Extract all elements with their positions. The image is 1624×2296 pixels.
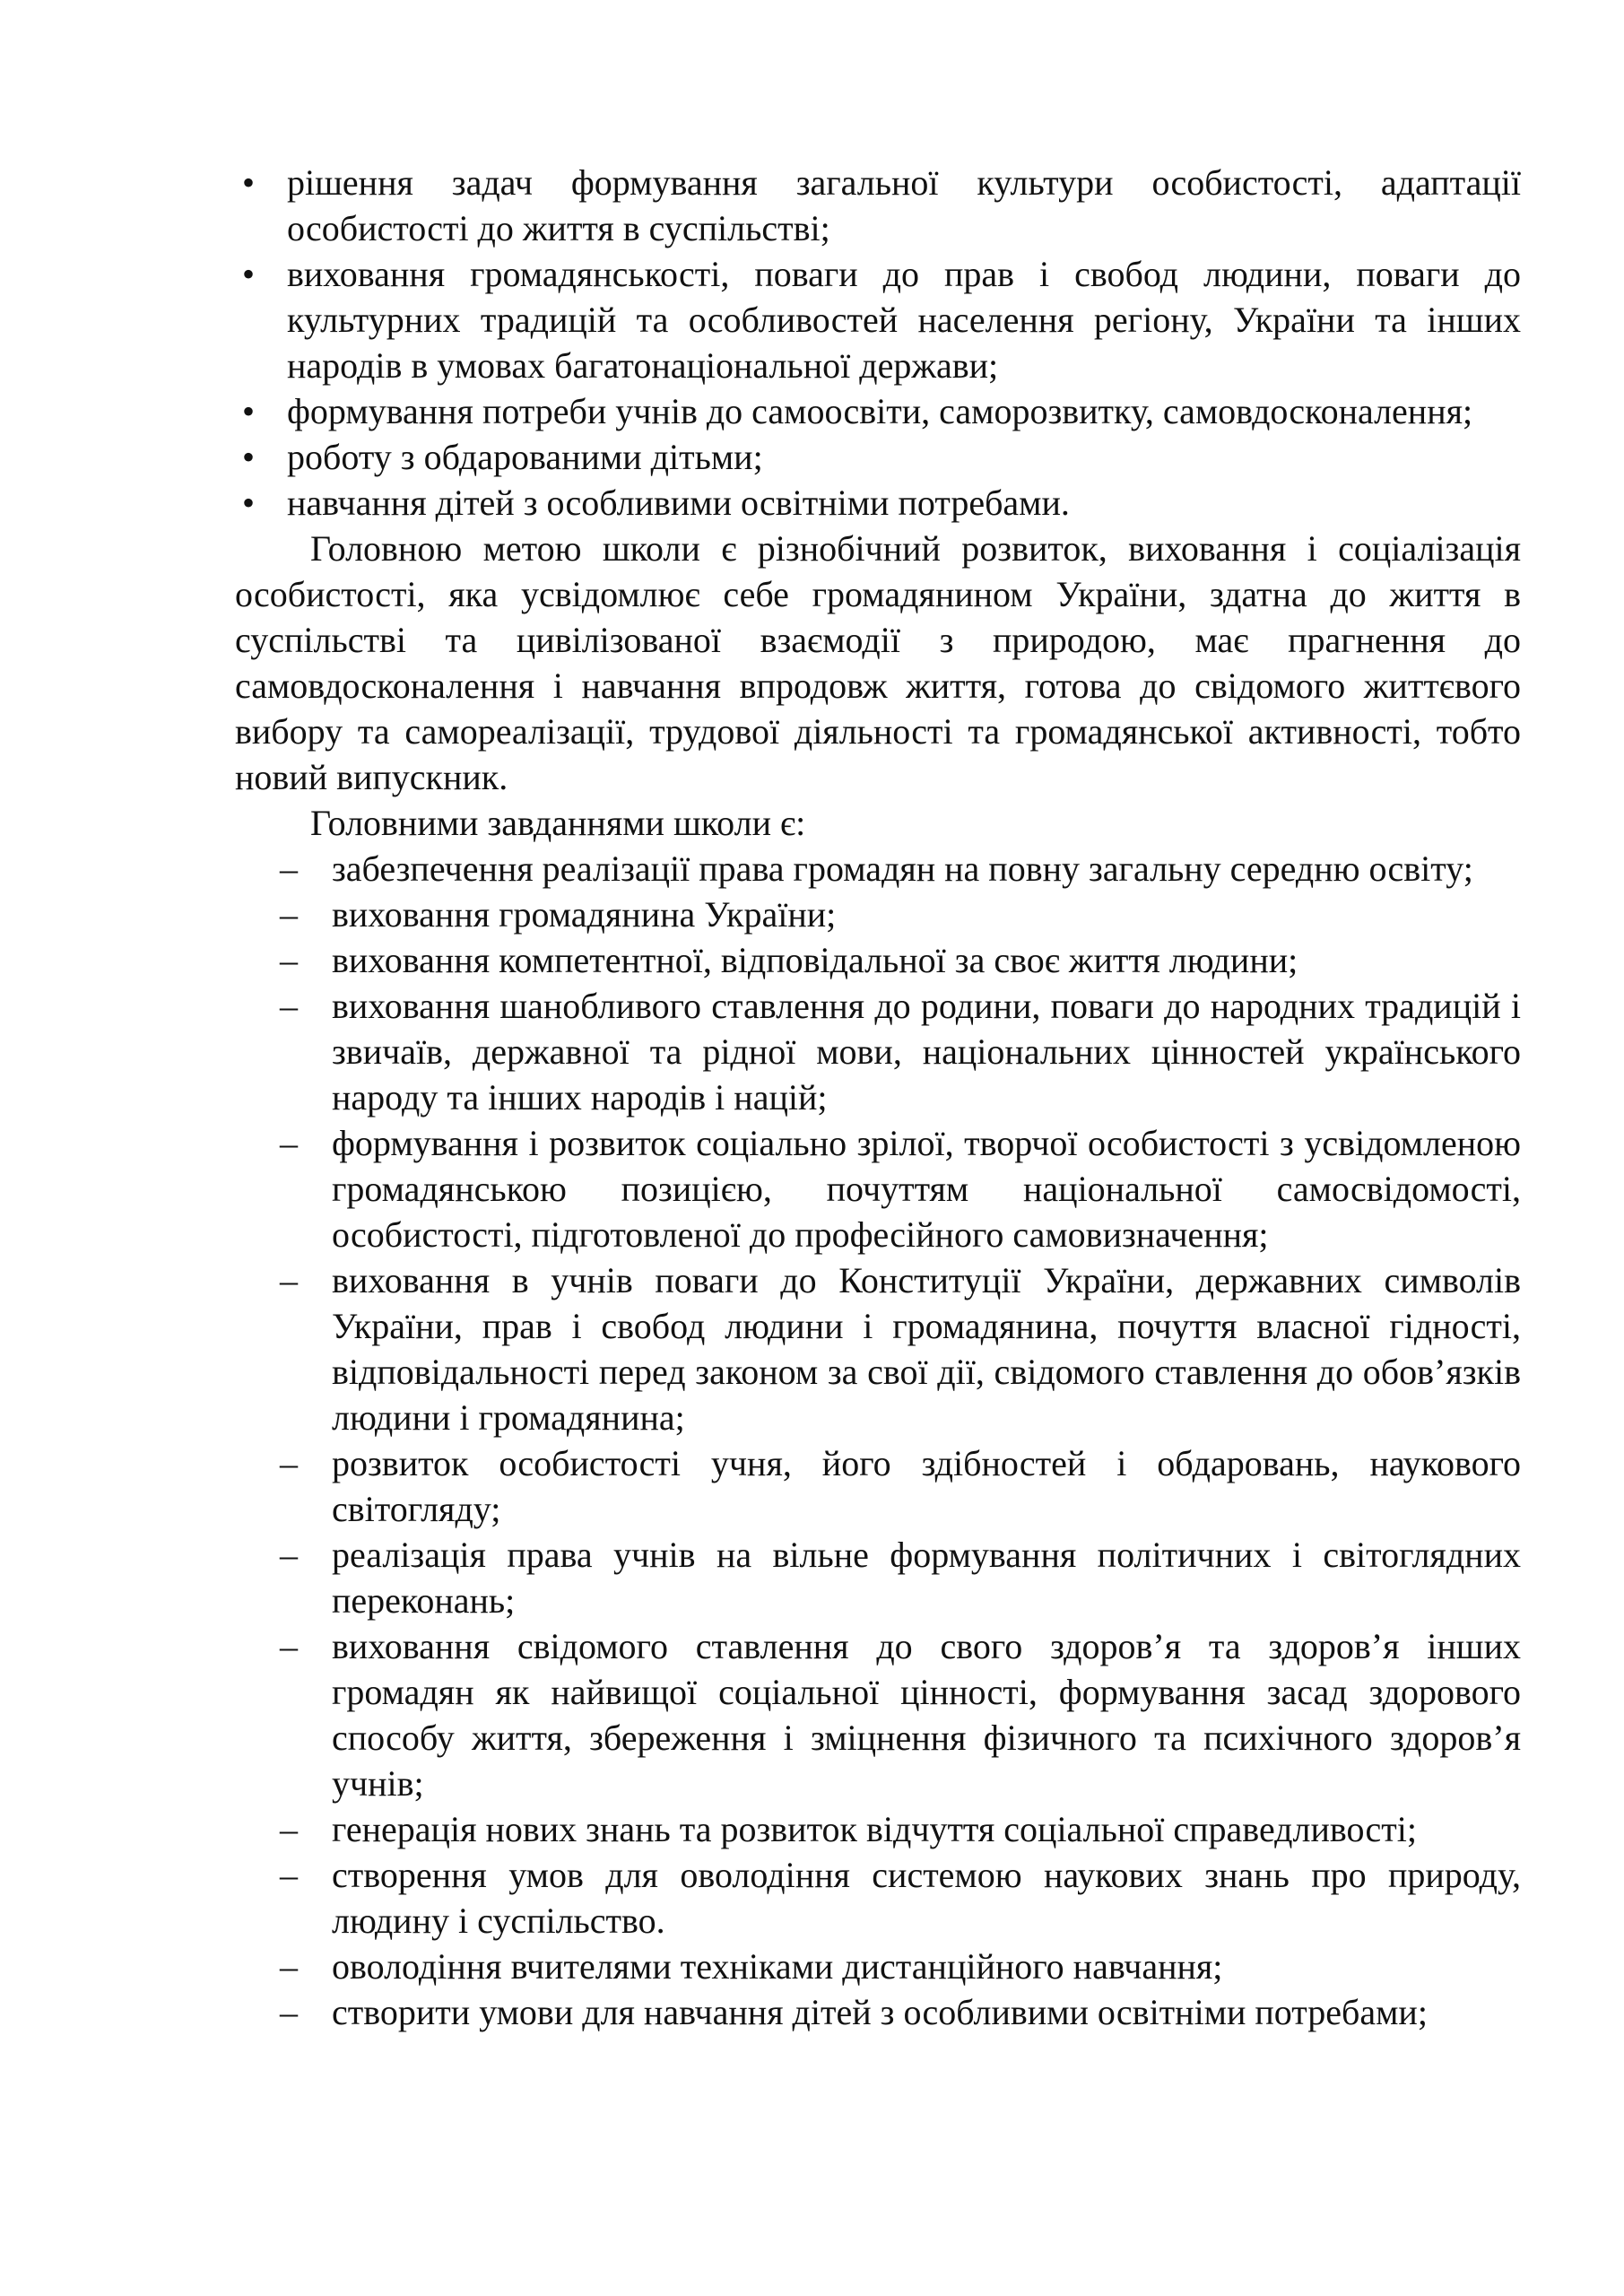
bullet-marker: • (241, 162, 255, 203)
list-item (280, 1806, 1521, 1852)
list-item (280, 1623, 1521, 1806)
list-item (235, 160, 1521, 251)
list-item-text: навчання дітей з особливими освітніми потребами. (287, 483, 1070, 523)
dash-marker: – (280, 1443, 298, 1483)
list-item-text: формування і розвиток соціально зрілої, творчої особистості з усвідомленою громадянською позицією, почуттям національної самосвідомості, особистості, підготовленої до професійного самовизначення; (332, 1123, 1521, 1255)
list-item-text: створення умов для оволодіння системою наукових знань про природу, людину і суспільство. (332, 1855, 1521, 1941)
dash-marker: – (280, 1946, 298, 1987)
list-item-text: виховання в учнів поваги до Конституції України, державних символів України, прав і свобод людини і громадянина, почуття власної гідності, відповідальності перед законом за свої дії, свідомого ставлення до обов’язків людини і громадянина; (332, 1260, 1521, 1438)
list-item-text: виховання свідомого ставлення до свого здоров’я та здоров’я інших громадян як найвищої соціальної цінності, формування засад здорового способу життя, збереження і зміцнення фізичного та психічного здоров’я учнів; (332, 1626, 1521, 1804)
list-item (280, 1440, 1521, 1532)
dash-marker: – (280, 1809, 298, 1849)
dash-marker: – (280, 1992, 298, 2032)
list-item-text: рішення задач формування загальної культури особистості, адаптації особистості до життя в суспільстві; (287, 162, 1521, 248)
list-item (235, 388, 1521, 434)
list-item (280, 891, 1521, 937)
list-item (280, 1120, 1521, 1257)
list-item (235, 434, 1521, 480)
list-item-text: роботу з обдарованими дітьми; (287, 437, 763, 477)
dash-marker: – (280, 1535, 298, 1575)
dash-marker: – (280, 1260, 298, 1300)
list-item-text: генерація нових знань та розвиток відчуття соціальної справедливості; (332, 1809, 1417, 1849)
list-item-text: створити умови для навчання дітей з особливими освітніми потребами; (332, 1992, 1428, 2032)
list-item (280, 1989, 1521, 2035)
list-item-text: реалізація права учнів на вільне формування політичних і світоглядних переконань; (332, 1535, 1521, 1621)
list-item (280, 1944, 1521, 1989)
list-item-text: виховання компетентної, відповідальної за своє життя людини; (332, 940, 1298, 980)
list-item-text: розвиток особистості учня, його здібностей і обдаровань, наукового світогляду; (332, 1443, 1521, 1529)
dash-marker: – (280, 1855, 298, 1895)
bullet-marker: • (241, 437, 255, 477)
list-item (280, 1852, 1521, 1944)
list-item-text: оволодіння вчителями техніками дистанційного навчання; (332, 1946, 1223, 1987)
list-item-text: формування потреби учнів до самоосвіти, саморозвитку, самовдосконалення; (287, 391, 1473, 431)
list-item (280, 846, 1521, 891)
list-item (280, 983, 1521, 1120)
dash-marker: – (280, 848, 298, 889)
bullet-list (235, 160, 1521, 526)
bullet-marker: • (241, 483, 255, 523)
list-item (280, 1532, 1521, 1623)
list-item-text: виховання громадянськості, поваги до прав і свобод людини, поваги до культурних традицій та особливостей населення регіону, України та інших народів в умовах багатонаціональної держави; (287, 254, 1521, 386)
tasks-intro-paragraph: Головними завданнями школи є: (310, 803, 806, 843)
list-item (280, 1257, 1521, 1440)
bullet-marker: • (241, 254, 255, 294)
list-item-text: виховання громадянина України; (332, 894, 837, 935)
list-item (235, 480, 1521, 526)
dash-marker: – (280, 986, 298, 1026)
bullet-marker: • (241, 391, 255, 431)
list-item-text: виховання шанобливого ставлення до родини, поваги до народних традицій і звичаїв, державної та рідної мови, національних цінностей українського народу та інших народів і націй; (332, 986, 1521, 1118)
list-item (235, 251, 1521, 388)
dash-marker: – (280, 894, 298, 935)
main-goal-paragraph: Головною метою школи є різнобічний розвиток, виховання і соціалізація особистості, яка усвідомлює себе громадянином України, здатна до життя в суспільстві та цивілізованої взаємодії з природою, має прагнення до самовдосконалення і навчання впродовж життя, готова до свідомого життєвого вибору та самореалізації, трудової діяльності та громадянської активності, тобто новий випускник. (235, 528, 1521, 797)
page-content (235, 160, 1521, 2035)
dash-marker: – (280, 1123, 298, 1163)
list-item (280, 937, 1521, 983)
dash-marker: – (280, 940, 298, 980)
list-item-text: забезпечення реалізації права громадян на повну загальну середню освіту; (332, 848, 1473, 889)
dash-list (280, 846, 1521, 2035)
dash-marker: – (280, 1626, 298, 1666)
